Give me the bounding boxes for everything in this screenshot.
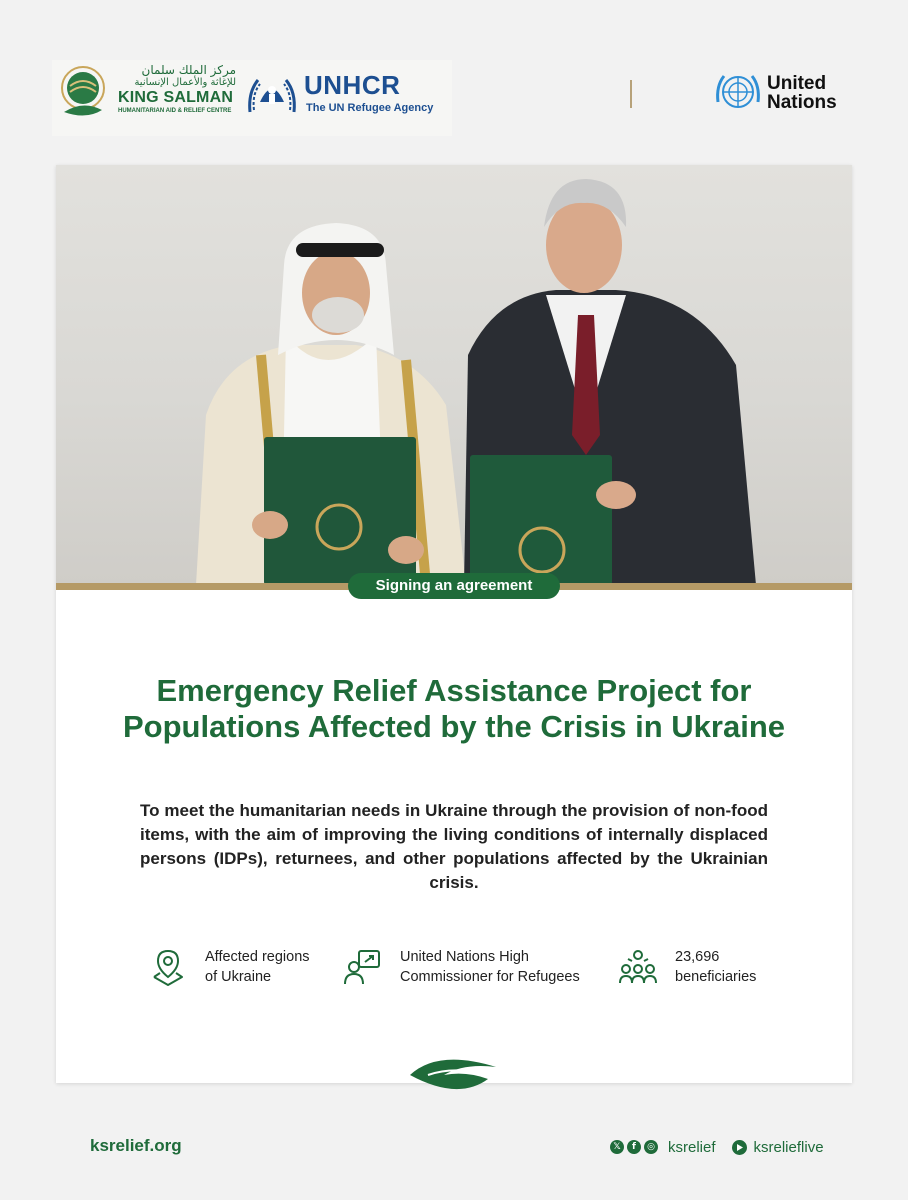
project-card	[56, 165, 852, 1083]
un-name-line1: United	[767, 73, 827, 94]
info-location-line2: of Ukraine	[205, 969, 272, 985]
ksrelief-arabic-name: مركز الملك سلمان	[141, 63, 236, 77]
info-beneficiaries-label: beneficiaries	[675, 969, 757, 985]
header	[0, 0, 908, 150]
ksrelief-subtitle: HUMANITARIAN AID & RELIEF CENTRE	[118, 108, 232, 114]
unhcr-subtitle: The UN Refugee Agency	[306, 102, 434, 114]
ksrelief-leaf-icon	[408, 1053, 500, 1095]
youtube-play-icon	[736, 1144, 743, 1151]
partner-handshake-icon	[343, 947, 383, 987]
ksrelief-logo-icon	[56, 64, 110, 120]
info-partner-line2: Commissioner for Refugees	[400, 969, 580, 985]
info-beneficiaries-text	[675, 947, 875, 987]
photo-caption-badge: Signing an agreement	[348, 573, 560, 599]
youtube-handle[interactable]: ksrelieflive	[753, 1138, 824, 1156]
info-partner-text	[400, 947, 600, 987]
info-beneficiaries-count: 23,696	[675, 949, 720, 965]
social-links	[610, 1137, 840, 1157]
signing-photo-illustration	[56, 165, 852, 585]
social-handle[interactable]: ksrelief	[668, 1138, 716, 1156]
ksrelief-arabic-subtitle: للإغاثة والأعمال الإنسانية	[134, 77, 236, 88]
partner-logos	[52, 60, 452, 136]
header-divider	[630, 80, 632, 108]
ksrelief-wordmark	[118, 64, 236, 115]
info-location-line1: Affected regions	[205, 949, 310, 965]
unhcr-name: UNHCR	[304, 70, 401, 100]
project-description: To meet the humanitarian needs in Ukraine through the provision of non-food items, with the aim of improving the living conditions of internally displaced persons (IDPs), returnees, and other populations affected by the Ukrainian crisis.	[140, 801, 768, 892]
location-pin-icon	[148, 947, 188, 987]
un-emblem-icon	[714, 72, 762, 114]
x-icon[interactable]: 𝕏	[610, 1140, 624, 1154]
un-name	[767, 74, 837, 112]
ksrelief-name: KING SALMAN	[118, 89, 234, 106]
instagram-icon[interactable]: ◎	[644, 1140, 658, 1154]
project-title: Emergency Relief Assistance Project for Populations Affected by the Crisis in Ukraine	[122, 673, 786, 744]
youtube-icon[interactable]	[732, 1140, 747, 1155]
info-partner-line1: United Nations High	[400, 949, 529, 965]
facebook-icon[interactable]: f	[627, 1140, 641, 1154]
website-link[interactable]: ksrelief.org	[90, 1136, 182, 1155]
beneficiaries-group-icon	[618, 947, 658, 987]
un-name-line2: Nations	[767, 92, 837, 113]
signing-photo	[56, 165, 852, 585]
unhcr-emblem-icon	[246, 72, 298, 116]
